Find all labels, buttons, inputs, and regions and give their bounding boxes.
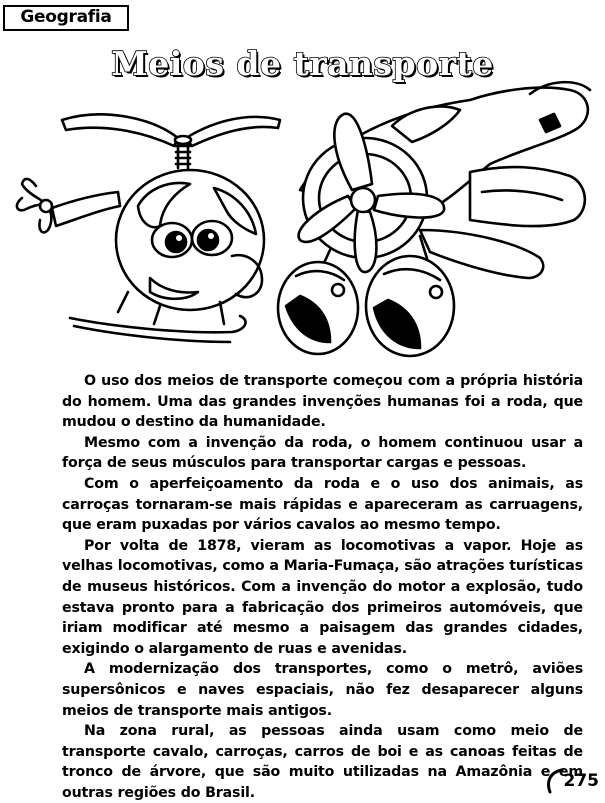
page-title: Meios de transporte [111, 44, 494, 83]
paragraph: Com o aperfeiçoamento da roda e o uso dos animais, as carroças tornaram-se mais rápidas e apareceram as carruagens, que eram puxadas por vários cavalos ao mesmo tempo. [62, 475, 583, 534]
paragraph: Mesmo com a invenção da roda, o homem continuou usar a força de seus músculos para transportar cargas e pessoas. [62, 434, 583, 472]
paragraph: O uso dos meios de transporte começou com a própria história do homem. Uma das grandes invenções humanas foi a roda, que mudou o destino da humanidade. [62, 373, 583, 431]
helicopter-cartoon-icon [17, 114, 280, 342]
airplane-cartoon-icon [278, 82, 590, 356]
paragraph: Por volta de 1878, vieram as locomotivas a vapor. Hoje as velhas locomotivas, como a Maria-Fumaça, são atrações turísticas de museus históricos. Com a invenção do motor a explosão, tudo estava pronto para a fabricação dos primeiros automóveis, que iriam modificar até mesmo a paisagem das grandes cidades, exigindo o alargamento de ruas e avenidas. [62, 537, 583, 657]
paragraph: Na zona rural, as pessoas ainda usam como meio de transporte cavalo, carroças, carros de boi e as canoas feitas de tronco de árvore, que são muito utilizadas na Amazônia e em outras regiões do Brasil. [62, 723, 583, 801]
article-body [62, 371, 583, 803]
subject-tag: Geografia [3, 5, 129, 31]
page-number: 275 [563, 771, 599, 791]
paragraph: A modernização dos transportes, como o metrô, aviões supersônicos e naves espaciais, não fez desaparecer alguns meios de transporte mais antigos. [62, 661, 583, 719]
transport-illustration [0, 80, 605, 365]
